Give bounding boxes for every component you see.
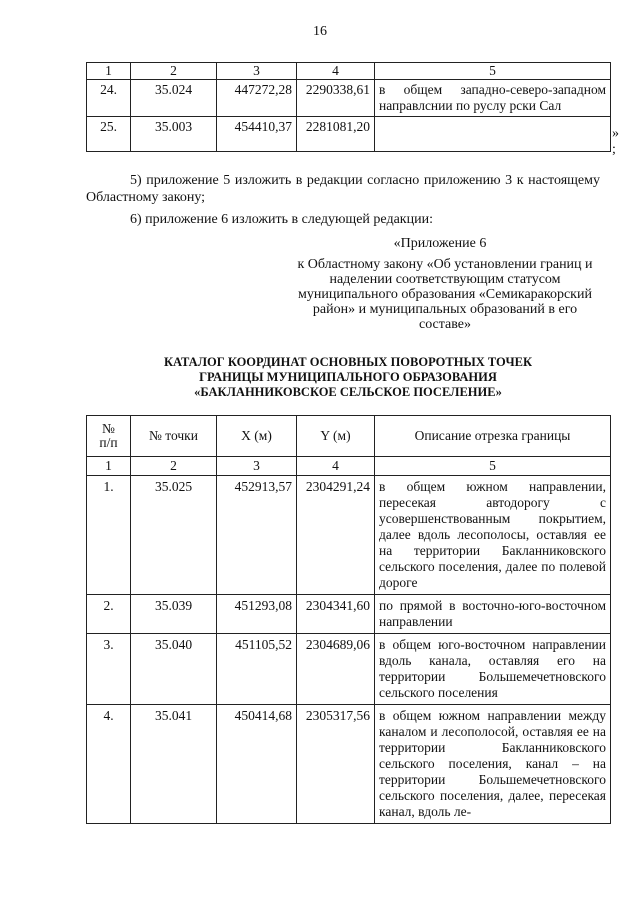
row-number: 2. xyxy=(87,595,131,634)
continued-coordinates-table xyxy=(86,62,611,152)
x-coordinate: 451293,08 xyxy=(217,595,297,634)
table-row xyxy=(87,476,611,595)
x-coordinate: 454410,37 xyxy=(217,117,297,152)
segment-description: по прямой в восточно-юго-восточном направлении xyxy=(375,595,611,634)
segment-description: в общем южном направлении между каналом и лесополосой, оставляя ее на территории Бакланниковского сельского поселения, канал – на территории Большемечетновского сельского поселения, далее, пересекая канал, вдоль ле- xyxy=(375,705,611,824)
heading-line: ГРАНИЦЫ МУНИЦИПАЛЬНОГО ОБРАЗОВАНИЯ xyxy=(199,370,497,384)
table-row xyxy=(87,595,611,634)
page-number: 16 xyxy=(313,24,327,39)
col-number: 5 xyxy=(375,63,611,80)
header-y: Y (м) xyxy=(297,416,375,457)
row-number: 1. xyxy=(87,476,131,595)
coordinates-catalog-table xyxy=(86,415,611,824)
row-number: 3. xyxy=(87,634,131,705)
header-point-number: № точки xyxy=(131,416,217,457)
column-number-row xyxy=(87,63,611,80)
segment-description: в общем южном направлении, пересекая автодорогу с усовершенствованным покрытием, далее вдоль лесополосы, оставляя ее на территории Бакланниковского сельского поселения, далее по полевой дороге xyxy=(375,476,611,595)
y-coordinate: 2281081,20 xyxy=(297,117,375,152)
y-coordinate: 2304291,24 xyxy=(297,476,375,595)
segment-description: в общем западно-северо-западном направлснии по руслу рски Сал xyxy=(375,80,611,117)
x-coordinate: 450414,68 xyxy=(217,705,297,824)
col-number: 1 xyxy=(87,63,131,80)
column-number-row xyxy=(87,457,611,476)
heading-line: КАТАЛОГ КООРДИНАТ ОСНОВНЫХ ПОВОРОТНЫХ ТОЧЕК xyxy=(163,355,533,369)
table-row xyxy=(87,80,611,117)
x-coordinate: 452913,57 xyxy=(217,476,297,595)
col-number: 5 xyxy=(375,457,611,476)
y-coordinate: 2290338,61 xyxy=(297,80,375,117)
point-number: 35.040 xyxy=(131,634,217,705)
col-number: 2 xyxy=(131,63,217,80)
y-coordinate: 2305317,56 xyxy=(297,705,375,824)
appendix-reference: к Областному закону «Об установлении границ и наделении соответствующим статусом муниципального образования «Семикаракорский район» и муниципальных образований в его составе» xyxy=(297,257,593,332)
y-coordinate: 2304341,60 xyxy=(297,595,375,634)
x-coordinate: 447272,28 xyxy=(217,80,297,117)
amendment-paragraph-6: 6) приложение 6 изложить в следующей редакции: xyxy=(130,212,433,227)
segment-description xyxy=(375,117,611,152)
table-row xyxy=(87,634,611,705)
table-row xyxy=(87,705,611,824)
closing-quote: » ; xyxy=(612,126,619,157)
point-number: 35.039 xyxy=(131,595,217,634)
table-row xyxy=(87,117,611,152)
col-number: 3 xyxy=(217,457,297,476)
point-number: 35.041 xyxy=(131,705,217,824)
x-coordinate: 451105,52 xyxy=(217,634,297,705)
row-number: 25. xyxy=(87,117,131,152)
col-number: 3 xyxy=(217,63,297,80)
point-number: 35.003 xyxy=(131,117,217,152)
col-number: 4 xyxy=(297,457,375,476)
amendment-paragraph-5: 5) приложение 5 изложить в редакции согласно приложению 3 к настоящему Областному закону; xyxy=(86,173,600,205)
row-number: 24. xyxy=(87,80,131,117)
segment-description: в общем юго-восточном направлении вдоль канала, оставляя его на территории Большемечетновского сельского поселения xyxy=(375,634,611,705)
col-number: 2 xyxy=(131,457,217,476)
col-number: 4 xyxy=(297,63,375,80)
header-description: Описание отрезка границы xyxy=(375,416,611,457)
appendix-title: «Приложение 6 xyxy=(393,236,487,251)
header-row xyxy=(87,416,611,457)
header-row-number: № п/п xyxy=(87,416,131,457)
y-coordinate: 2304689,06 xyxy=(297,634,375,705)
point-number: 35.025 xyxy=(131,476,217,595)
heading-line: «БАКЛАННИКОВСКОЕ СЕЛЬСКОЕ ПОСЕЛЕНИЕ» xyxy=(194,385,502,399)
catalog-heading xyxy=(86,355,610,400)
header-x: X (м) xyxy=(217,416,297,457)
col-number: 1 xyxy=(87,457,131,476)
point-number: 35.024 xyxy=(131,80,217,117)
row-number: 4. xyxy=(87,705,131,824)
